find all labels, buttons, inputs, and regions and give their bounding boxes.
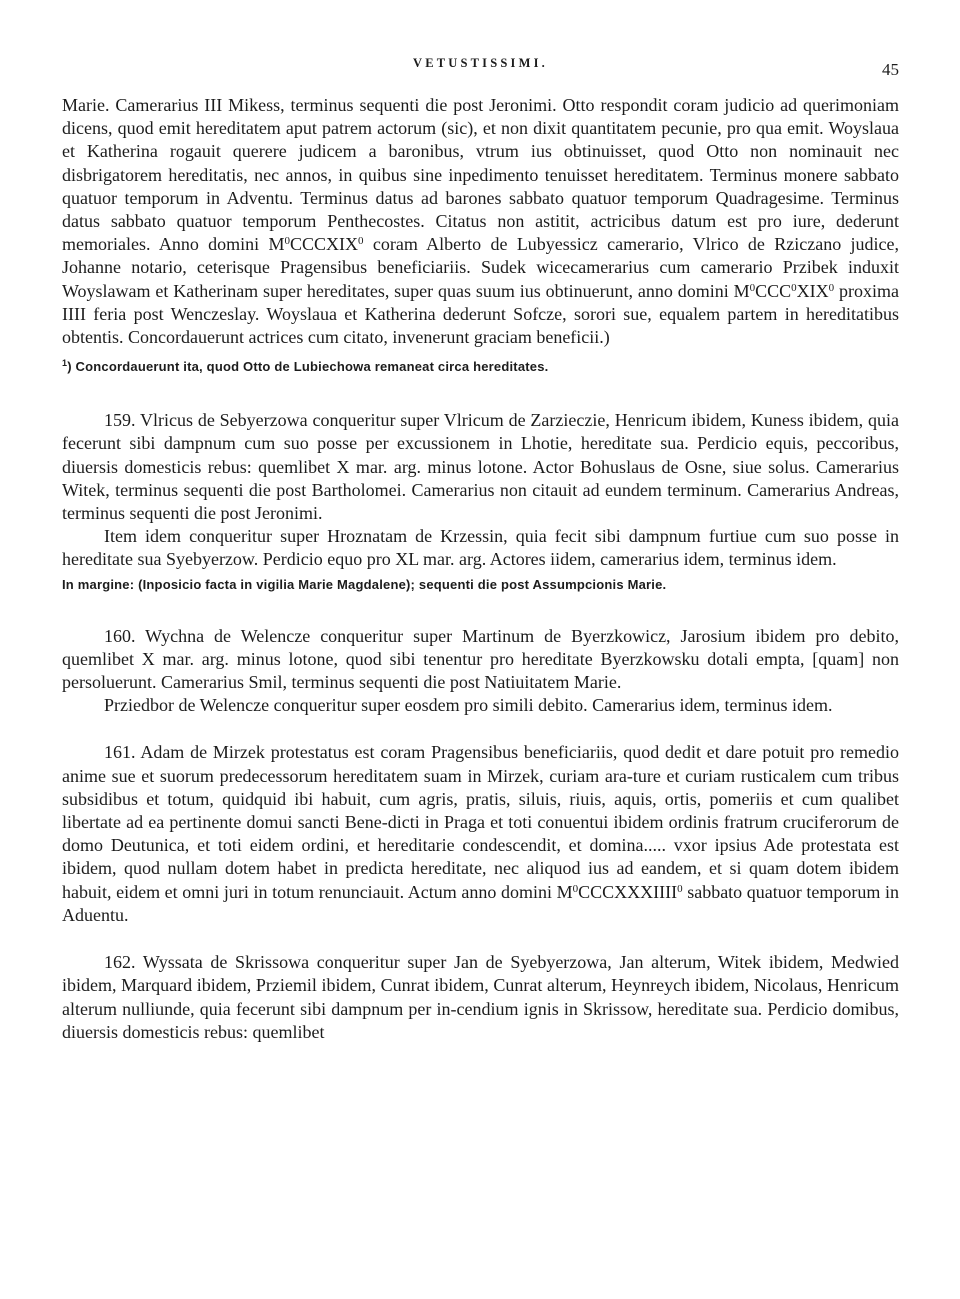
text-segment: proxima IIII feria post Wenczeslay. Woyslaua et Katherina dederunt Sofcze, sorori sue, equalem partem in hereditatibus obtentis. Concordauerunt actrices cum citato, invenerunt graciam beneficii.) [62, 280, 899, 348]
running-title: VETUSTISSIMI. [412, 56, 549, 70]
superscript: 0 [358, 235, 364, 248]
text-segment: CCCXXXIIII [578, 881, 678, 902]
entry-160 [62, 625, 899, 718]
entry-159-paragraph-1: 159. Vlricus de Sebyerzowa conqueritur super Vlricum de Zarzieczie, Henricum ibidem, Kuness ibidem, quia fecerunt sibi dampnum cum suo posse per excussionem in Lhotie, hereditate sua. Perdicio equis, peccoribus, diuersis domesticis rebus: quemlibet X mar. arg. minus lotone. Actor Bohuslaus de Osne, siue solus. Camerarius Witek, terminus sequenti die post Bartholomei. Camerarius non citauit ad eundem terminum. Camerarius Andreas, terminus sequenti die post Jeronimi. [62, 410, 899, 524]
entry-161-paragraph [62, 741, 899, 927]
superscript: 0 [677, 882, 683, 895]
footnote-text: ) Concordauerunt ita, quod Otto de Lubiechowa remaneat circa hereditates. [67, 359, 549, 375]
footnote [62, 353, 899, 377]
superscript: 0 [791, 281, 797, 294]
margin-note: In margine: (Inposicio facta in vigilia Marie Magdalene); sequenti die post Assumpcionis Marie. [62, 576, 667, 592]
footnote-marker: 1 [62, 358, 68, 369]
entry-159-paragraph-2: Item idem conqueritur super Hroznatam de Krzessin, quia fecit sibi dampnum furtiue cum suo posse in hereditate sua Syebyerzow. Perdicio equo pro XL mar. arg. Actores iidem, camerarius idem, terminus idem. [62, 526, 899, 570]
text-segment: 161. Adam de Mirzek protestatus est coram Pragensibus beneficiariis, quod dedit et dare potuit pro remedio anime sue et suorum predecessorum hereditatem suam in Mirzek, curiam ara-ture et curiam rusticalem cum tribus subsidibus et totum, quidquid ibi habuit, cum agris, pratis, siluis, riuis, aquis, ortis, pomeriis et cum qualibet libertate ad ea pertinente domui sancti Bene-dicti in Praga et toti conuentui ibidem ordinis fratrum cruciferorum de domo Deutunica, et toti eidem ordini, et hereditarie condescendit, et domina..... vxor ipsius Ade protestata est ibidem, quod nullam dotem habet in predicta hereditate, nec aliquod ius ad eandem, et si quam dotem ibidem habuit, eidem et omni juri in totum renunciauit. Actum anno domini M [62, 742, 899, 902]
entry-162 [62, 951, 899, 1044]
page-number: 45 [882, 60, 899, 79]
superscript: 0 [284, 235, 290, 248]
text-segment: CCC [755, 280, 792, 301]
page [62, 0, 899, 1299]
text-segment: sabbato quatuor temporum in Aduentu. [62, 881, 899, 925]
entry-159 [62, 409, 899, 594]
superscript: 0 [749, 281, 756, 294]
text-segment: CCCXIX [290, 234, 359, 255]
running-head [62, 54, 899, 80]
page-body [62, 94, 899, 1044]
continued-entry-paragraph [62, 94, 899, 349]
entry-162-paragraph: 162. Wyssata de Skrissowa conqueritur super Jan de Syebyerzowa, Jan alterum, Witek ibidem, Medwied ibidem, Marquard ibidem, Prziemil ibidem, Cunrat ibidem, Cunrat alterum, Heynreych ibidem, Nicolaus, Henricum alterum nulliunde, quia fecerunt sibi dampnum per in-cendium ignis in Skrissow, hereditate sua. Perdicio domibus, diuersis domesticis rebus: quemlibet [62, 952, 899, 1042]
entry-160-paragraph-1: 160. Wychna de Welencze conqueritur super Martinum de Byerzkowicz, Jarosium ibidem pro debito, quemlibet X mar. arg. minus lotone, quod sibi tenentur pro hereditate Byerzkowsku dotali empta, [quam] non persoluerunt. Camerarius Smil, terminus sequenti die post Natiuitatem Marie. [62, 625, 899, 693]
superscript: 0 [572, 882, 579, 895]
text-segment: Marie. Camerarius III Mikess, terminus sequenti die post Jeronimi. Otto respondit coram judicio ad querimoniam dicens, quod emit hereditatem aput patrem actorum (sic), et non dixit quantitatem pecunie, pro qua emit. Woyslaua et Katherina rogauit querere judicem a baronibus, vtrum ius obtinuisset, quod Otto non nominauit nec disbrigatorem hereditatis, nec annos, in quibus sine inpedimento tenuisset hereditatem. Terminus monere sabbato quatuor temporum in Adventu. Terminus datus ad barones sabbato quatuor temporum Quadragesime. Terminus datus sabbato quatuor temporum Penthecostes. Citatus non astitit, actricibus datum est pro iure, dederunt memoriales. Anno domini M [62, 95, 899, 255]
entry-161 [62, 741, 899, 927]
entry-160-paragraph-2: Prziedbor de Welencze conqueritur super eosdem pro simili debito. Camerarius idem, terminus idem. [104, 695, 833, 716]
text-segment: XIX [796, 280, 829, 301]
text-segment: coram Alberto de Lubyessicz camerario, Vlrico de Rziczano judice, Johanne notario, ceterisque Pragensibus beneficiariis. Sudek wicecamerarius cum camerario Przibek induxit Woyslawam et Katherinam super hereditates, super quas suum ius obtinuerunt, anno domini M [62, 234, 900, 301]
superscript: 0 [828, 281, 835, 294]
